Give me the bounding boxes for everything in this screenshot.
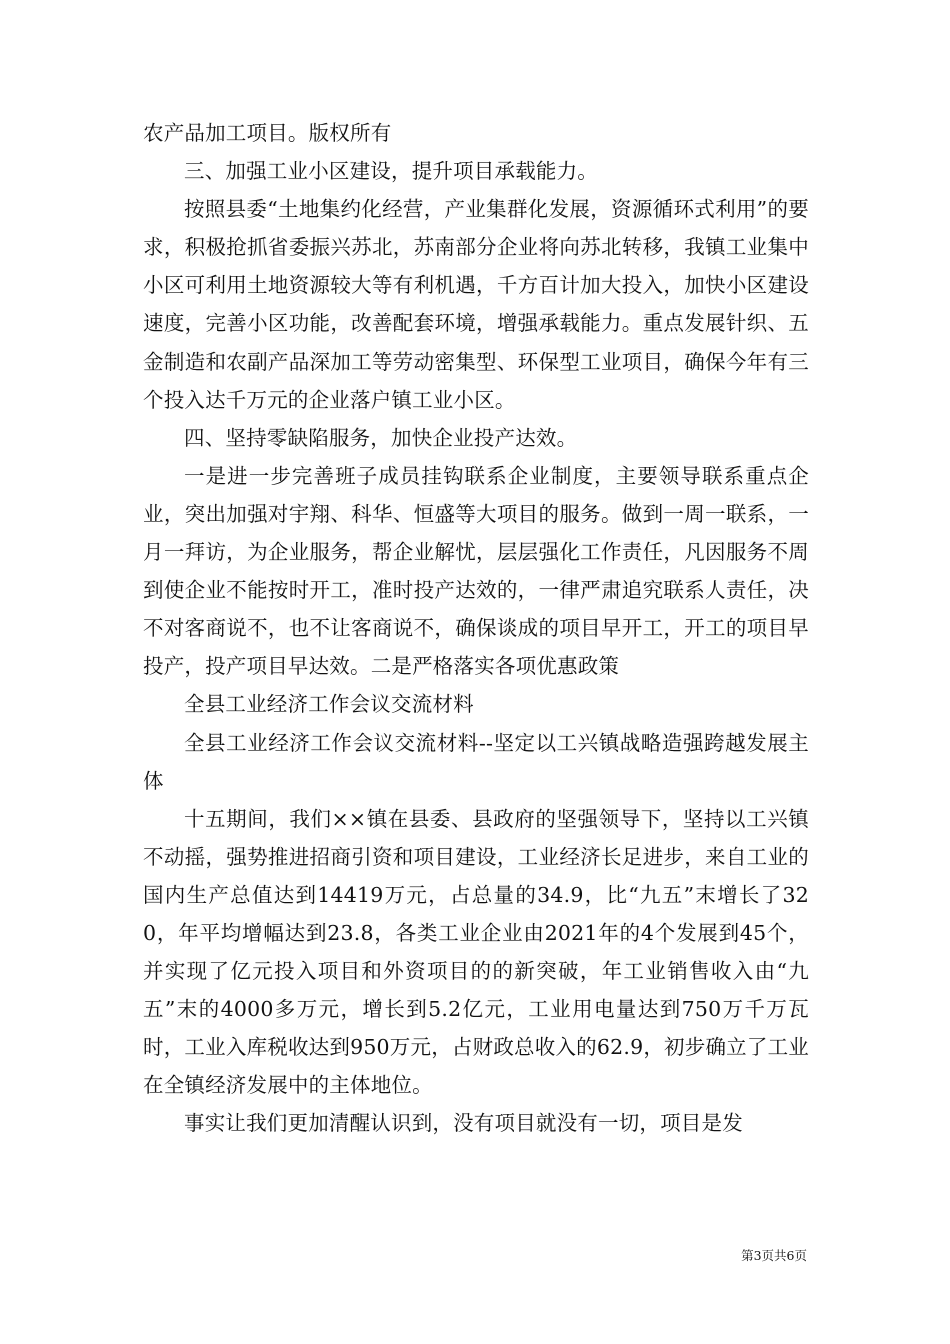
- document-body: [143, 114, 809, 1143]
- paragraph: 全县工业经济工作会议交流材料: [184, 692, 474, 717]
- paragraph: 四、坚持零缺陷服务，加快企业投产达效。: [184, 425, 578, 450]
- paragraph: 十五期间，我们××镇在县委、县政府的坚强领导下，坚持以工兴镇不动摇，强势推进招商引资和项目建设，工业经济长足进步，来自工业的国内生产总值达到14419万元，占总量的34.9，比“九五”末增长了320，年平均增幅达到23.8，各类工业企业由2021年的4个发展到45个，并实现了亿元投入项目和外资项目的的新突破，年工业销售收入由“九五”末的4000多万元，增长到5.2亿元，工业用电量达到750万千万瓦时，工业入库税收达到950万元，占财政总收入的62.9，初步确立了工业在全镇经济发展中的主体地位。: [143, 806, 809, 1098]
- paragraph: 按照县委“土地集约化经营，产业集群化发展，资源循环式利用”的要求，积极抢抓省委振兴苏北，苏南部分企业将向苏北转移，我镇工业集中小区可利用土地资源较大等有利机遇，千方百计加大投入，加快小区建设速度，完善小区功能，改善配套环境，增强承载能力。重点发展针织、五金制造和农副产品深加工等劳动密集型、环保型工业项目，确保今年有三个投入达千万元的企业落户镇工业小区。: [143, 197, 809, 412]
- paragraph: 农产品加工项目。版权所有: [143, 121, 392, 145]
- paragraph: 一是进一步完善班子成员挂钩联系企业制度，主要领导联系重点企业，突出加强对宇翔、科华、恒盛等大项目的服务。做到一周一联系，一月一拜访，为企业服务，帮企业解忧，层层强化工作责任，凡因服务不周到使企业不能按时开工，准时投产达效的，一律严肃追究联系人责任，决不对客商说不，也不让客商说不，确保谈成的项目早开工，开工的项目早投产，投产项目早达效。二是严格落实各项优惠政策: [143, 463, 809, 679]
- page-number: 第3页共6页: [741, 1248, 807, 1263]
- paragraph: 全县工业经济工作会议交流材料--坚定以工兴镇战略造强跨越发展主体: [143, 730, 809, 793]
- paragraph: 三、加强工业小区建设，提升项目承载能力。: [184, 159, 598, 184]
- paragraph: 事实让我们更加清醒认识到，没有项目就没有一切，项目是发: [184, 1111, 743, 1136]
